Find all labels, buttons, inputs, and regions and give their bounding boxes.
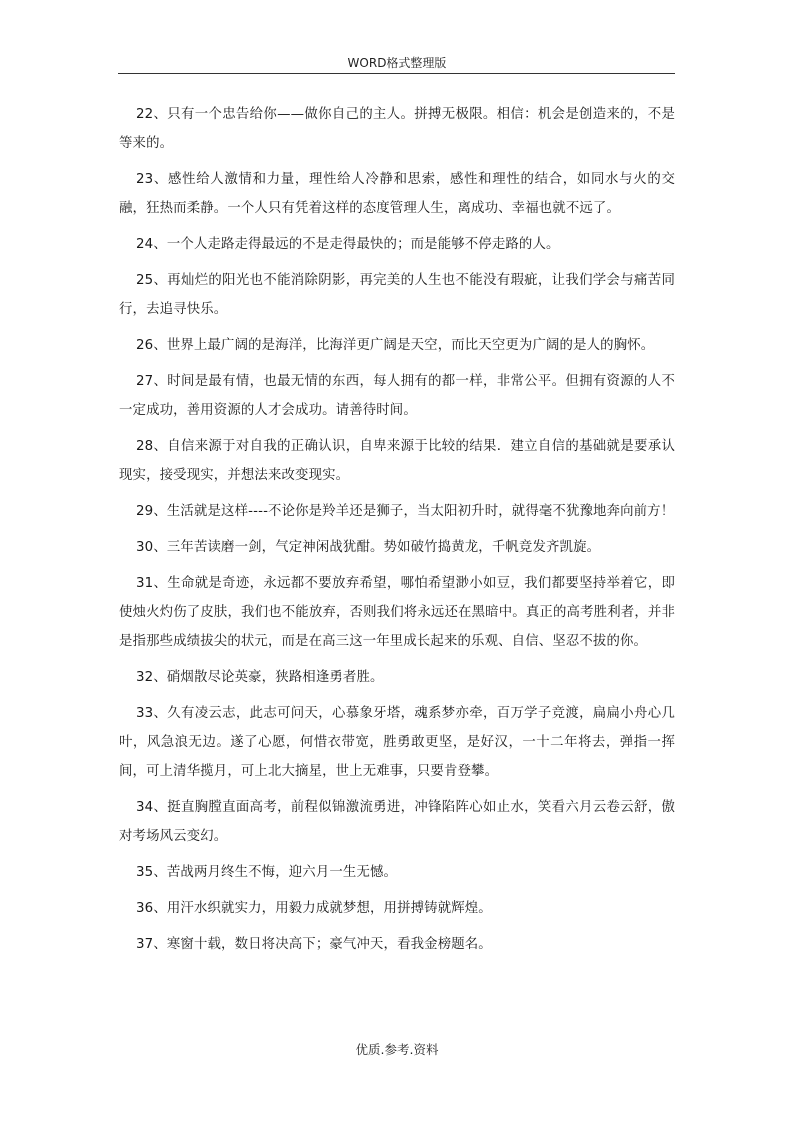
paragraph-37: 37、寒窗十载，数日将决高下；豪气冲天，看我金榜题名。	[136, 937, 492, 952]
paragraph-22: 22、只有一个忠告给你——做你自己的主人。拼搏无极限。相信：机会是创造来的，不是等来的。	[119, 107, 675, 151]
paragraph-28: 28、自信来源于对自我的正确认识，自卑来源于比较的结果．建立自信的基础就是要承认现实，接受现实，并想法来改变现实。	[119, 439, 675, 483]
paragraph-29: 29、生活就是这样----不论你是羚羊还是狮子，当太阳初升时，就得毫不犹豫地奔向前方！	[136, 504, 675, 519]
document-body	[119, 100, 675, 966]
paragraph-23: 23、感性给人激情和力量，理性给人冷静和思索，感性和理性的结合，如同水与火的交融，狂热而柔静。一个人只有凭着这样的态度管理人生，离成功、幸福也就不远了。	[119, 172, 675, 216]
paragraph-27: 27、时间是最有情，也最无情的东西，每人拥有的都一样，非常公平。但拥有资源的人不一定成功，善用资源的人才会成功。请善待时间。	[119, 374, 675, 418]
paragraph-32: 32、硝烟散尽论英豪，狭路相逢勇者胜。	[136, 670, 384, 685]
header-divider	[118, 73, 675, 74]
paragraph-30: 30、三年苦读磨一剑，气定神闲战犹酣。势如破竹捣黄龙，千帆竞发齐凯旋。	[136, 540, 601, 555]
paragraph-31: 31、生命就是奇迹，永远都不要放弃希望，哪怕希望渺小如豆，我们都要坚持举着它，即使烛火灼伤了皮肤，我们也不能放弃，否则我们将永远还在黑暗中。真正的高考胜利者，并非是指那些成绩拔尖的状元，而是在高三这一年里成长起来的乐观、自信、坚忍不拔的你。	[119, 576, 675, 649]
page-footer: 优质.参考.资料	[355, 1042, 439, 1057]
paragraph-34: 34、挺直胸膛直面高考，前程似锦激流勇进，冲锋陷阵心如止水，笑看六月云卷云舒，傲对考场风云变幻。	[119, 800, 675, 844]
paragraph-35: 35、苦战两月终生不悔，迎六月一生无憾。	[136, 865, 398, 880]
paragraph-36: 36、用汗水织就实力，用毅力成就梦想，用拼搏铸就辉煌。	[136, 901, 492, 916]
paragraph-26: 26、世界上最广阔的是海洋，比海洋更广阔是天空，而比天空更为广阔的是人的胸怀。	[136, 338, 655, 353]
paragraph-25: 25、再灿烂的阳光也不能消除阴影，再完美的人生也不能没有瑕疵，让我们学会与痛苦同行，去追寻快乐。	[119, 273, 675, 317]
paragraph-33: 33、久有凌云志，此志可问天，心慕象牙塔，魂系梦亦牵，百万学子竞渡，扁扁小舟心几叶，风急浪无边。遂了心愿，何惜衣带宽，胜勇敢更坚，是好汉，一十二年将去，弹指一挥间，可上清华揽月，可上北大摘星，世上无难事，只要肯登攀。	[119, 706, 675, 779]
page-header: WORD格式整理版	[347, 56, 447, 70]
paragraph-24: 24、一个人走路走得最远的不是走得最快的；而是能够不停走路的人。	[136, 237, 560, 252]
